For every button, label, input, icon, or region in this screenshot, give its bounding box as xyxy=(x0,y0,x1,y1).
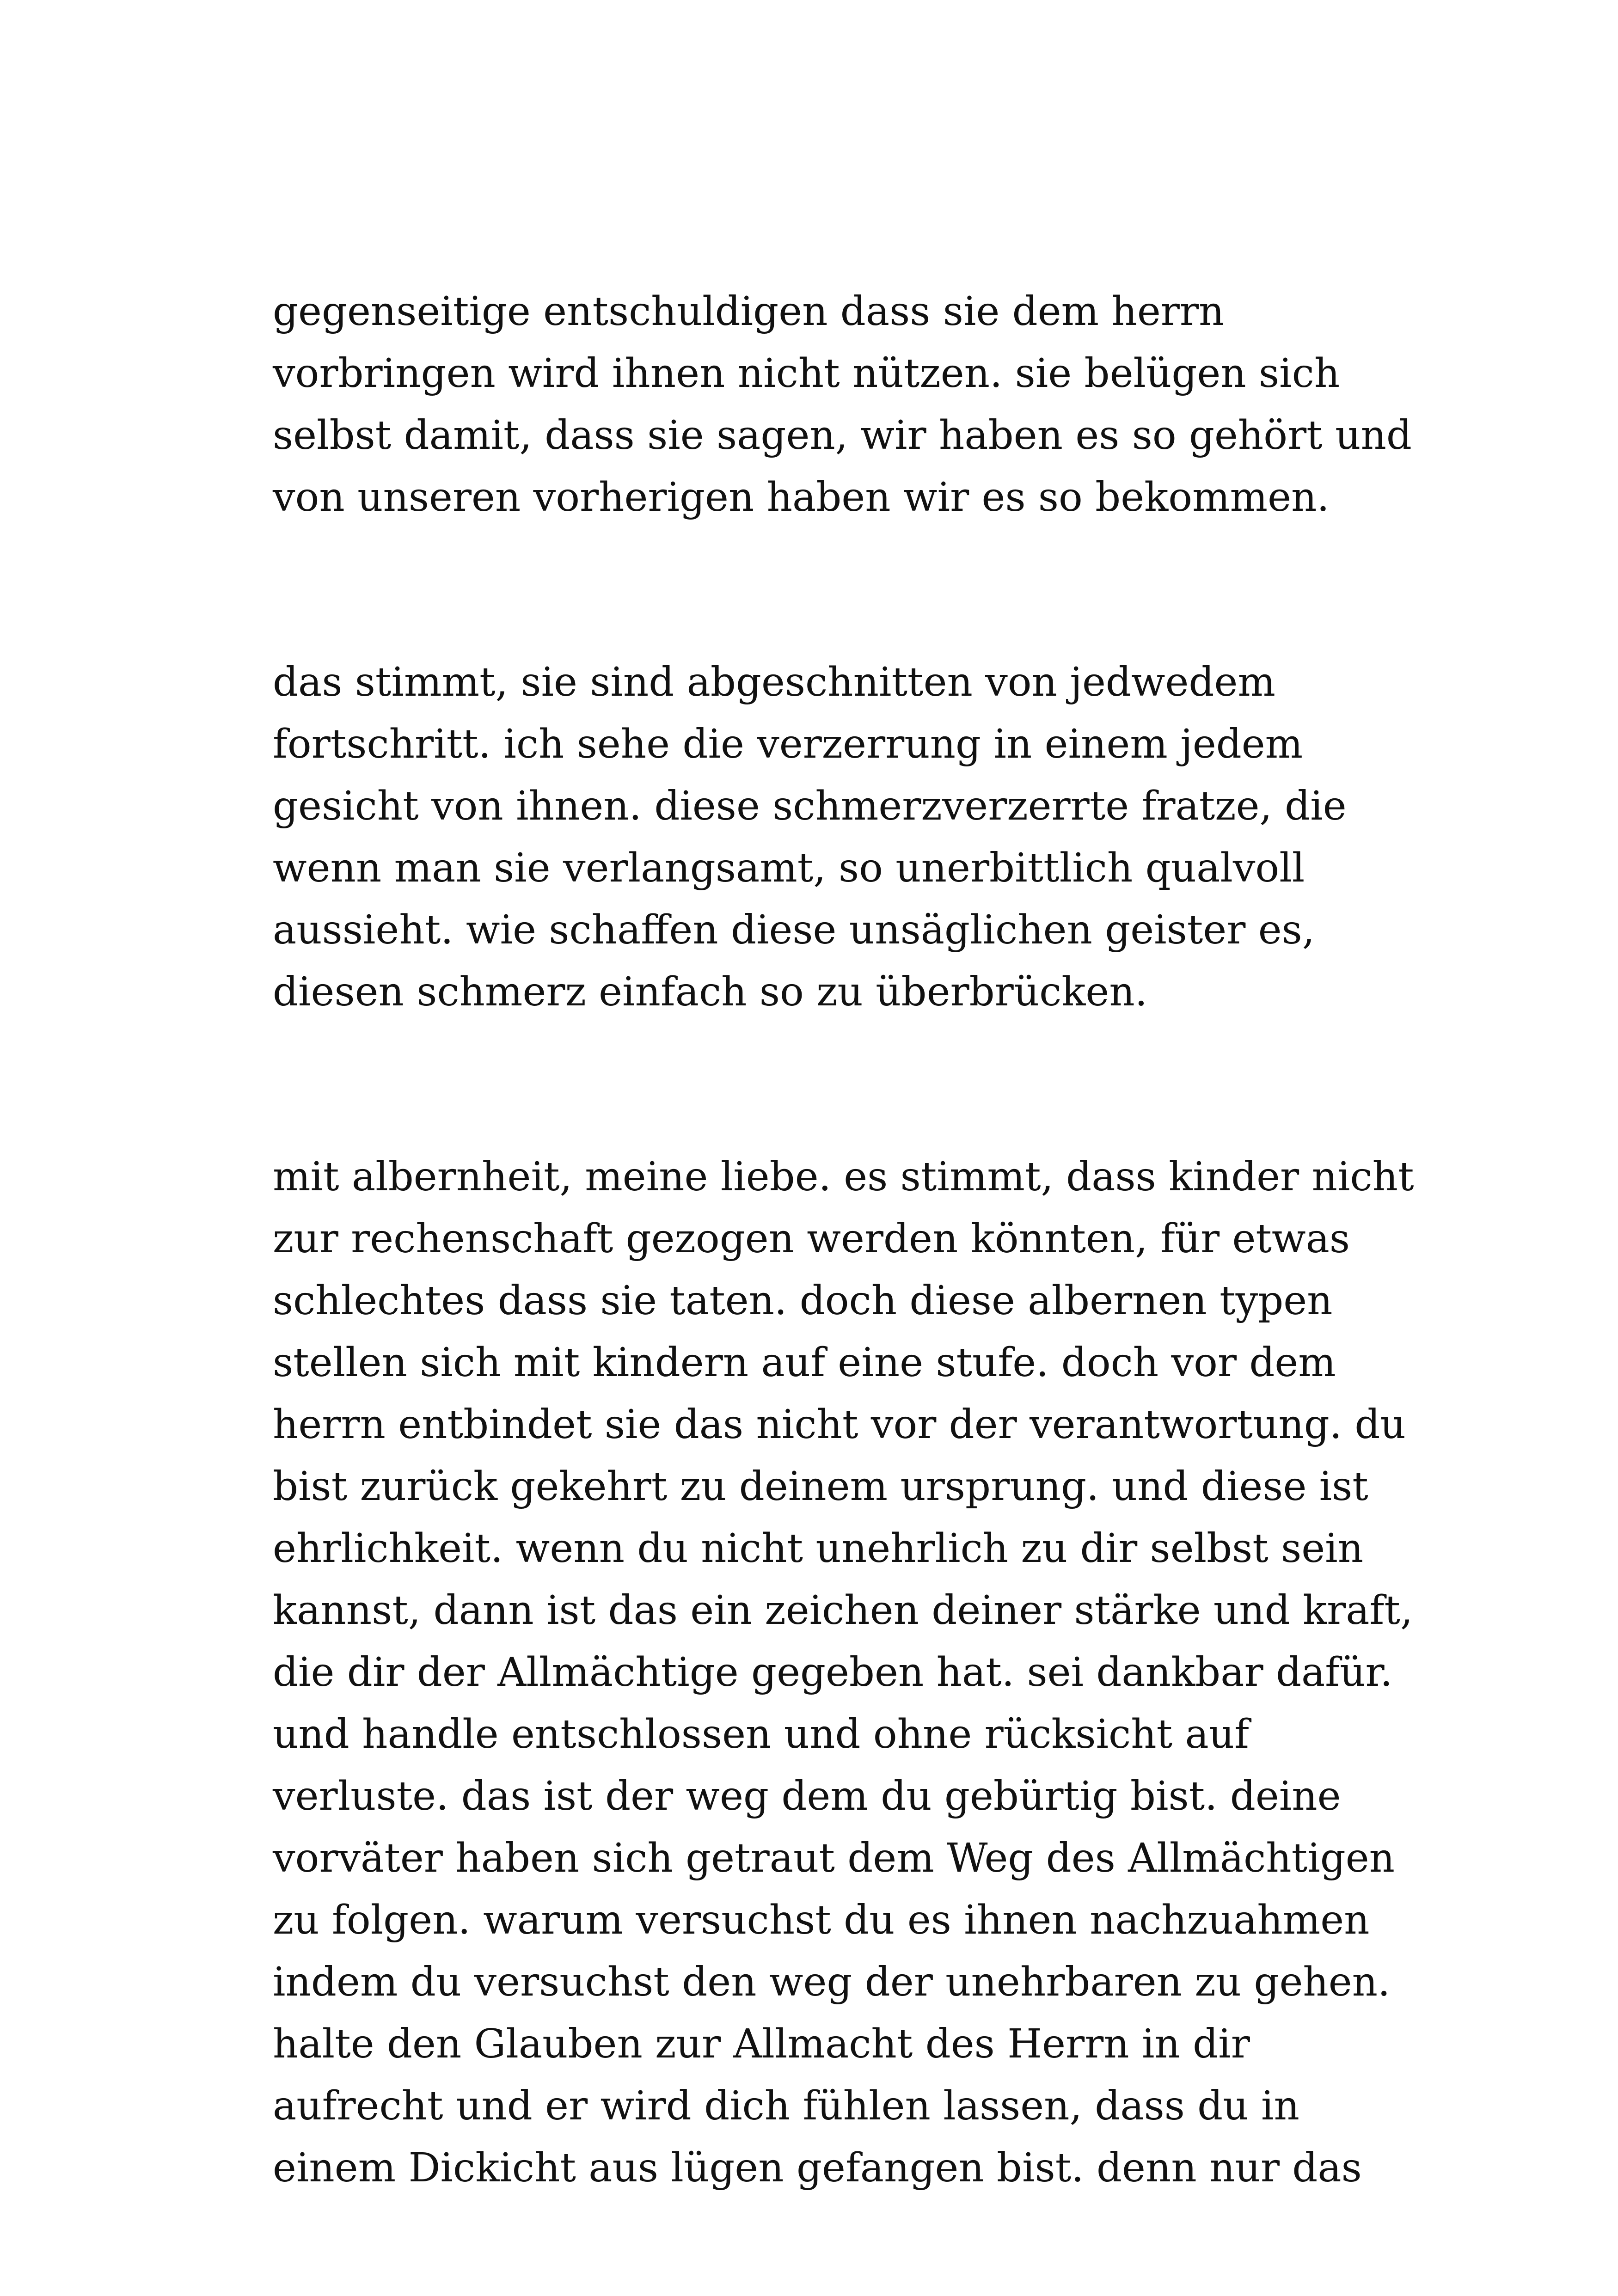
text-line: fortschritt. ich sehe die verzerrung in einem jedem xyxy=(273,721,1303,767)
text-line: aussieht. wie schaffen diese unsäglichen geister es, xyxy=(273,907,1315,953)
text-line: gegenseitige entschuldigen dass sie dem herrn xyxy=(273,288,1225,335)
text-line: bist zurück gekehrt zu deinem ursprung. und diese ist xyxy=(273,1463,1368,1510)
text-line: das stimmt, sie sind abgeschnitten von jedwedem xyxy=(273,659,1275,705)
text-line: kannst, dann ist das ein zeichen deiner stärke und kraft, xyxy=(273,1587,1413,1634)
text-line: vorbringen wird ihnen nicht nützen. sie belügen sich xyxy=(273,350,1340,397)
paragraph-2 xyxy=(273,651,1364,1023)
text-line: und handle entschlossen und ohne rücksicht auf xyxy=(273,1711,1249,1757)
text-line: gesicht von ihnen. diese schmerzverzerrte fratze, die xyxy=(273,783,1347,829)
text-line: zu folgen. warum versuchst du es ihnen nachzuahmen xyxy=(273,1897,1370,1943)
paragraph-1 xyxy=(273,281,1412,528)
paragraph-3 xyxy=(273,1146,1414,2199)
text-line: herrn entbindet sie das nicht vor der verantwortung. du xyxy=(273,1402,1406,1448)
text-line: diesen schmerz einfach so zu überbrücken. xyxy=(273,969,1148,1015)
text-line: indem du versuchst den weg der unehrbaren zu gehen. xyxy=(273,1959,1391,2005)
text-line: mit albernheit, meine liebe. es stimmt, dass kinder nicht xyxy=(273,1154,1414,1200)
document-text xyxy=(273,281,1414,2199)
text-line: einem Dickicht aus lügen gefangen bist. denn nur das xyxy=(273,2145,1362,2191)
text-line: zur rechenschaft gezogen werden könnten, für etwas xyxy=(273,1216,1350,1262)
text-line: stellen sich mit kindern auf eine stufe. doch vor dem xyxy=(273,1340,1336,1386)
text-line: die dir der Allmächtige gegeben hat. sei dankbar dafür. xyxy=(273,1649,1393,1696)
text-line: halte den Glauben zur Allmacht des Herrn in dir xyxy=(273,2021,1250,2067)
text-line: ehrlichkeit. wenn du nicht unehrlich zu dir selbst sein xyxy=(273,1525,1364,1572)
text-line: aufrecht und er wird dich fühlen lassen, dass du in xyxy=(273,2083,1299,2129)
text-line: von unseren vorherigen haben wir es so bekommen. xyxy=(273,474,1330,520)
text-line: wenn man sie verlangsamt, so unerbittlich qualvoll xyxy=(273,845,1305,891)
text-line: vorväter haben sich getraut dem Weg des Allmächtigen xyxy=(273,1835,1395,1881)
text-line: selbst damit, dass sie sagen, wir haben es so gehört und xyxy=(273,412,1412,459)
text-line: schlechtes dass sie taten. doch diese albernen typen xyxy=(273,1278,1333,1324)
text-line: verluste. das ist der weg dem du gebürtig bist. deine xyxy=(273,1773,1341,1819)
